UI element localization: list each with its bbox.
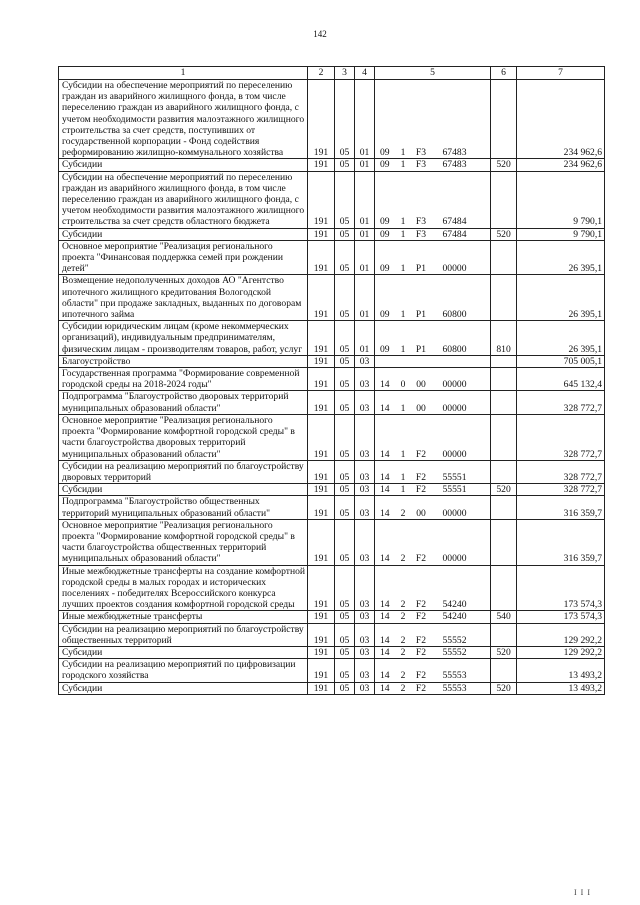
code-expense-type: 520	[491, 228, 517, 240]
code-subsection: 03	[355, 368, 375, 391]
code-expense-type	[491, 460, 517, 483]
code-subprogram: 1	[395, 171, 412, 228]
row-amount: 129 292,2	[517, 646, 605, 658]
code-activity: F3	[412, 171, 431, 228]
table-row	[59, 321, 605, 356]
row-name: Субсидии	[59, 159, 308, 171]
code-subsection: 03	[355, 623, 375, 646]
code-subprogram: 1	[395, 275, 412, 321]
code-subprogram: 2	[395, 646, 412, 658]
code-subprogram: 1	[395, 228, 412, 240]
code-subsection: 01	[355, 159, 375, 171]
table-row	[59, 240, 605, 275]
code-expense-type	[491, 275, 517, 321]
code-activity: 00	[412, 391, 431, 414]
row-amount: 129 292,2	[517, 623, 605, 646]
code-activity: 00	[412, 368, 431, 391]
table-row	[59, 646, 605, 658]
code-ministry: 191	[308, 496, 335, 519]
code-activity: F2	[412, 646, 431, 658]
code-activity: F2	[412, 623, 431, 646]
code-activity: F2	[412, 460, 431, 483]
code-section: 05	[335, 659, 355, 682]
code-ministry: 191	[308, 80, 335, 159]
code-ministry: 191	[308, 611, 335, 623]
code-program: 09	[375, 228, 395, 240]
code-subprogram: 2	[395, 565, 412, 611]
code-subprogram: 2	[395, 519, 412, 565]
row-name: Субсидии на обеспечение мероприятий по переселению граждан из аварийного жилищного фонда, в том числе переселению граждан из аварийного жилищного фонда, с учетом необходимости развития малоэтажного жилищного строительства за счет средств областного бюджета	[59, 171, 308, 228]
row-name: Субсидии на реализацию мероприятий по цифровизации городского хозяйства	[59, 659, 308, 682]
code-expense-type: 520	[491, 159, 517, 171]
header-row	[59, 67, 605, 80]
code-section: 05	[335, 275, 355, 321]
code-ministry: 191	[308, 682, 335, 694]
table-row	[59, 391, 605, 414]
code-program: 14	[375, 496, 395, 519]
code-section: 05	[335, 611, 355, 623]
row-name: Иные межбюджетные трансферты на создание комфортной городской среды в малых городах и исторических поселениях - победителях Всероссийского конкурса лучших проектов создания комфортной городской среды	[59, 565, 308, 611]
col-header-1: 1	[59, 67, 308, 80]
code-subsection: 03	[355, 355, 375, 367]
code-direction: 55551	[431, 484, 491, 496]
code-section: 05	[335, 355, 355, 367]
row-name: Субсидии	[59, 682, 308, 694]
row-amount: 328 772,7	[517, 484, 605, 496]
table-row	[59, 171, 605, 228]
row-amount: 26 395,1	[517, 321, 605, 356]
code-expense-type	[491, 391, 517, 414]
page-number: 142	[313, 29, 327, 39]
row-name: Благоустройство	[59, 355, 308, 367]
code-program: 14	[375, 565, 395, 611]
row-amount: 13 493,2	[517, 659, 605, 682]
code-direction: 67484	[431, 171, 491, 228]
code-ministry: 191	[308, 623, 335, 646]
row-name: Государственная программа "Формирование современной городской среды на 2018-2024 годы"	[59, 368, 308, 391]
budget-table	[58, 66, 605, 695]
code-subprogram: 1	[395, 80, 412, 159]
code-subsection: 03	[355, 659, 375, 682]
code-subsection: 03	[355, 646, 375, 658]
code-ministry: 191	[308, 414, 335, 460]
code-subprogram	[395, 355, 412, 367]
row-name: Подпрограмма "Благоустройство дворовых территорий муниципальных образований области"	[59, 391, 308, 414]
row-amount: 26 395,1	[517, 240, 605, 275]
code-direction	[431, 355, 491, 367]
code-section: 05	[335, 414, 355, 460]
code-expense-type	[491, 519, 517, 565]
code-expense-type	[491, 623, 517, 646]
col-header-5: 5	[375, 67, 491, 80]
code-activity: F2	[412, 484, 431, 496]
code-ministry: 191	[308, 240, 335, 275]
code-activity: 00	[412, 496, 431, 519]
code-ministry: 191	[308, 565, 335, 611]
code-ministry: 191	[308, 659, 335, 682]
code-program: 14	[375, 659, 395, 682]
code-expense-type	[491, 355, 517, 367]
row-amount: 9 790,1	[517, 228, 605, 240]
code-ministry: 191	[308, 484, 335, 496]
row-amount: 26 395,1	[517, 275, 605, 321]
table-row	[59, 460, 605, 483]
code-expense-type	[491, 171, 517, 228]
code-program: 09	[375, 275, 395, 321]
col-header-2: 2	[308, 67, 335, 80]
code-program: 09	[375, 321, 395, 356]
code-section: 05	[335, 646, 355, 658]
code-direction: 00000	[431, 414, 491, 460]
col-header-7: 7	[517, 67, 605, 80]
code-direction: 60800	[431, 321, 491, 356]
code-expense-type: 810	[491, 321, 517, 356]
table-row	[59, 368, 605, 391]
row-name: Субсидии на реализацию мероприятий по благоустройству общественных территорий	[59, 623, 308, 646]
code-subsection: 01	[355, 80, 375, 159]
code-expense-type: 520	[491, 682, 517, 694]
code-program: 14	[375, 519, 395, 565]
row-amount: 173 574,3	[517, 565, 605, 611]
row-name: Субсидии	[59, 646, 308, 658]
code-activity: P1	[412, 240, 431, 275]
code-expense-type: 540	[491, 611, 517, 623]
row-amount: 328 772,7	[517, 391, 605, 414]
code-section: 05	[335, 240, 355, 275]
code-ministry: 191	[308, 646, 335, 658]
row-amount: 234 962,6	[517, 80, 605, 159]
code-section: 05	[335, 159, 355, 171]
row-amount: 13 493,2	[517, 682, 605, 694]
code-direction: 55553	[431, 659, 491, 682]
code-subprogram: 1	[395, 484, 412, 496]
code-program: 14	[375, 368, 395, 391]
row-amount: 645 132,4	[517, 368, 605, 391]
code-subprogram: 2	[395, 682, 412, 694]
row-amount: 316 359,7	[517, 496, 605, 519]
code-direction: 00000	[431, 368, 491, 391]
row-name: Основное мероприятие "Реализация регионального проекта "Формирование комфортной городской среды" в части благоустройства дворовых территорий муниципальных образований области"	[59, 414, 308, 460]
row-name: Иные межбюджетные трансферты	[59, 611, 308, 623]
row-amount: 705 005,1	[517, 355, 605, 367]
code-subprogram: 2	[395, 496, 412, 519]
table-row	[59, 159, 605, 171]
code-ministry: 191	[308, 159, 335, 171]
code-activity: F2	[412, 611, 431, 623]
col-header-6: 6	[491, 67, 517, 80]
code-subprogram: 2	[395, 623, 412, 646]
table-row	[59, 611, 605, 623]
table-row	[59, 414, 605, 460]
table-row	[59, 228, 605, 240]
table-row	[59, 275, 605, 321]
col-header-4: 4	[355, 67, 375, 80]
code-ministry: 191	[308, 391, 335, 414]
code-ministry: 191	[308, 321, 335, 356]
table-row	[59, 519, 605, 565]
code-expense-type	[491, 368, 517, 391]
code-subsection: 03	[355, 460, 375, 483]
code-ministry: 191	[308, 171, 335, 228]
code-program: 14	[375, 460, 395, 483]
code-direction: 60800	[431, 275, 491, 321]
code-direction: 55553	[431, 682, 491, 694]
code-section: 05	[335, 228, 355, 240]
code-activity: F3	[412, 80, 431, 159]
code-subsection: 01	[355, 171, 375, 228]
code-ministry: 191	[308, 368, 335, 391]
code-direction: 54240	[431, 565, 491, 611]
code-subsection: 03	[355, 682, 375, 694]
row-name: Основное мероприятие "Реализация регионального проекта "Формирование комфортной городской среды" в части благоустройства общественных территорий муниципальных образований области"	[59, 519, 308, 565]
code-subprogram: 1	[395, 414, 412, 460]
code-expense-type	[491, 565, 517, 611]
code-subprogram: 1	[395, 321, 412, 356]
code-section: 05	[335, 565, 355, 611]
code-subsection: 03	[355, 414, 375, 460]
table-row	[59, 682, 605, 694]
code-activity: F3	[412, 228, 431, 240]
code-expense-type	[491, 414, 517, 460]
code-program: 09	[375, 240, 395, 275]
code-activity: P1	[412, 275, 431, 321]
code-ministry: 191	[308, 275, 335, 321]
code-direction: 67483	[431, 80, 491, 159]
code-expense-type	[491, 659, 517, 682]
row-amount: 316 359,7	[517, 519, 605, 565]
code-activity: F2	[412, 519, 431, 565]
code-ministry: 191	[308, 519, 335, 565]
row-amount: 328 772,7	[517, 414, 605, 460]
code-subprogram: 2	[395, 659, 412, 682]
row-name: Субсидии юридическим лицам (кроме некоммерческих организаций), индивидуальным предпринимателям, физическим лицам - производителям товаров, работ, услуг	[59, 321, 308, 356]
code-subprogram: 1	[395, 159, 412, 171]
col-header-3: 3	[335, 67, 355, 80]
table-row	[59, 355, 605, 367]
row-amount: 9 790,1	[517, 171, 605, 228]
code-program: 14	[375, 391, 395, 414]
row-name: Субсидии	[59, 484, 308, 496]
code-expense-type: 520	[491, 646, 517, 658]
row-name: Субсидии	[59, 228, 308, 240]
code-program: 09	[375, 171, 395, 228]
code-ministry: 191	[308, 355, 335, 367]
code-program: 14	[375, 682, 395, 694]
code-program	[375, 355, 395, 367]
code-activity	[412, 355, 431, 367]
code-subprogram: 1	[395, 240, 412, 275]
code-expense-type	[491, 240, 517, 275]
code-direction: 55551	[431, 460, 491, 483]
code-program: 09	[375, 159, 395, 171]
code-section: 05	[335, 496, 355, 519]
code-direction: 67483	[431, 159, 491, 171]
code-subsection: 03	[355, 391, 375, 414]
code-program: 14	[375, 623, 395, 646]
code-section: 05	[335, 623, 355, 646]
code-activity: F2	[412, 414, 431, 460]
code-section: 05	[335, 368, 355, 391]
code-expense-type	[491, 80, 517, 159]
row-name: Подпрограмма "Благоустройство общественных территорий муниципальных образований области"	[59, 496, 308, 519]
code-activity: P1	[412, 321, 431, 356]
table-row	[59, 80, 605, 159]
code-section: 05	[335, 391, 355, 414]
row-amount: 173 574,3	[517, 611, 605, 623]
code-expense-type	[491, 496, 517, 519]
code-direction: 55552	[431, 623, 491, 646]
code-subprogram: 2	[395, 611, 412, 623]
code-ministry: 191	[308, 460, 335, 483]
code-subsection: 03	[355, 519, 375, 565]
code-subsection: 01	[355, 240, 375, 275]
code-program: 09	[375, 80, 395, 159]
row-amount: 328 772,7	[517, 460, 605, 483]
code-activity: F3	[412, 159, 431, 171]
footer-mark: I I I	[574, 888, 591, 897]
code-direction: 00000	[431, 519, 491, 565]
code-expense-type: 520	[491, 484, 517, 496]
code-subsection: 03	[355, 484, 375, 496]
code-subsection: 03	[355, 611, 375, 623]
code-activity: F2	[412, 659, 431, 682]
code-direction: 00000	[431, 391, 491, 414]
code-section: 05	[335, 682, 355, 694]
code-section: 05	[335, 484, 355, 496]
code-program: 14	[375, 646, 395, 658]
code-subsection: 01	[355, 321, 375, 356]
code-ministry: 191	[308, 228, 335, 240]
code-direction: 00000	[431, 240, 491, 275]
table-row	[59, 484, 605, 496]
code-section: 05	[335, 171, 355, 228]
table-row	[59, 659, 605, 682]
code-subsection: 01	[355, 228, 375, 240]
row-name: Субсидии на реализацию мероприятий по благоустройству дворовых территорий	[59, 460, 308, 483]
code-section: 05	[335, 519, 355, 565]
code-direction: 54240	[431, 611, 491, 623]
code-subprogram: 1	[395, 460, 412, 483]
row-amount: 234 962,6	[517, 159, 605, 171]
code-direction: 55552	[431, 646, 491, 658]
row-name: Субсидии на обеспечение мероприятий по переселению граждан из аварийного жилищного фонда, в том числе переселению граждан из аварийного жилищного фонда, с учетом необходимости развития малоэтажного жилищного строительства за счет средств, поступивших от государственной корпорации - Фонд содействия реформированию жилищно-коммунального хозяйства	[59, 80, 308, 159]
code-subprogram: 1	[395, 391, 412, 414]
code-program: 14	[375, 414, 395, 460]
code-section: 05	[335, 460, 355, 483]
code-activity: F2	[412, 565, 431, 611]
code-program: 14	[375, 484, 395, 496]
code-subsection: 03	[355, 496, 375, 519]
code-subsection: 01	[355, 275, 375, 321]
code-section: 05	[335, 321, 355, 356]
code-direction: 00000	[431, 496, 491, 519]
table-row	[59, 623, 605, 646]
code-activity: F2	[412, 682, 431, 694]
table-row	[59, 496, 605, 519]
code-subprogram: 0	[395, 368, 412, 391]
code-section: 05	[335, 80, 355, 159]
row-name: Основное мероприятие "Реализация регионального проекта "Финансовая поддержка семей при рождении детей"	[59, 240, 308, 275]
code-direction: 67484	[431, 228, 491, 240]
table-row	[59, 565, 605, 611]
row-name: Возмещение недополученных доходов АО "Агентство ипотечного жилищного кредитования Вологодской области" при продаже закладных, выданных по договорам ипотечного займа	[59, 275, 308, 321]
code-subsection: 03	[355, 565, 375, 611]
code-program: 14	[375, 611, 395, 623]
